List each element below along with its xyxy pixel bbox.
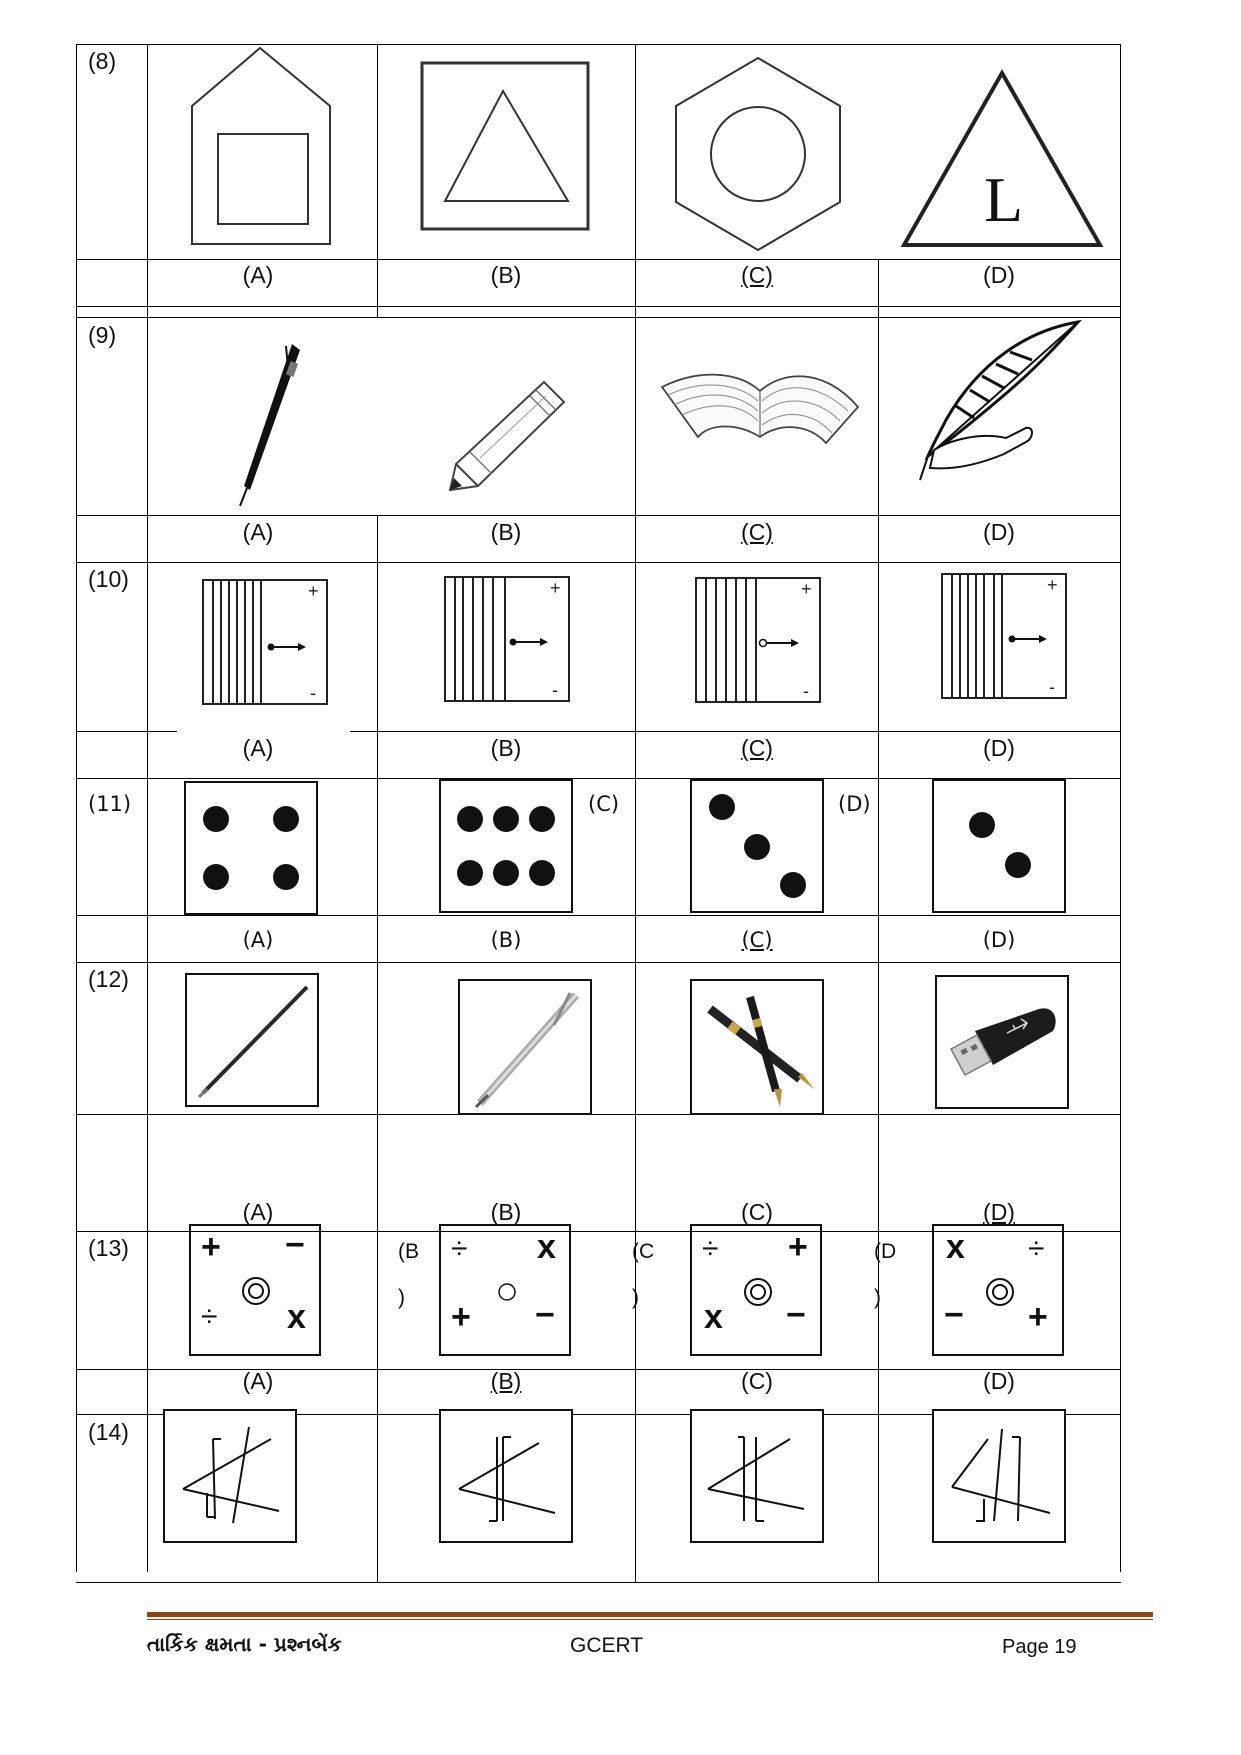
divide-icon: ÷ bbox=[702, 1232, 719, 1265]
multiply-icon: x bbox=[946, 1228, 965, 1266]
q13-side-label-b-open: (B bbox=[398, 1240, 419, 1263]
q13-option-a: (A) bbox=[242, 1368, 274, 1394]
q10-option-d: (D) bbox=[983, 735, 1015, 761]
q9-option-b: (B) bbox=[490, 519, 522, 545]
footer-rule-thick bbox=[147, 1612, 1153, 1617]
q10-option-c: (C) bbox=[741, 735, 773, 761]
divide-icon: ÷ bbox=[451, 1232, 468, 1265]
q9-option-a: (A) bbox=[242, 519, 274, 545]
q13-box-a bbox=[189, 1224, 321, 1356]
double-circle-icon bbox=[241, 1276, 271, 1306]
pencil-icon bbox=[440, 378, 570, 493]
q13-option-b: (B) bbox=[490, 1368, 522, 1394]
q8-triangle-letter: L bbox=[984, 164, 1024, 235]
q10-b-plus: + bbox=[550, 578, 561, 598]
q13-side-label-c-close: ) bbox=[632, 1286, 639, 1309]
q8-figure-hexagon-circle bbox=[674, 56, 844, 251]
q8-option-a: (A) bbox=[242, 262, 274, 288]
q10-a-plus: + bbox=[308, 581, 319, 601]
q13-option-d: (D) bbox=[983, 1368, 1015, 1394]
q10-figure-d bbox=[941, 573, 1067, 699]
q13-box-d bbox=[932, 1224, 1064, 1356]
q11-option-b: (B) bbox=[490, 928, 522, 952]
q10-figure-c bbox=[695, 577, 821, 703]
q12-option-c: (C) bbox=[741, 1199, 773, 1225]
q13-side-label-b-close: ) bbox=[398, 1286, 405, 1309]
q8-option-d: (D) bbox=[983, 262, 1015, 288]
q8-figure-square-triangle bbox=[420, 61, 590, 231]
q9-option-d: (D) bbox=[983, 519, 1015, 545]
fountain-pens-photo-icon bbox=[690, 979, 824, 1115]
dice-four-icon bbox=[184, 781, 318, 915]
quill-hand-icon bbox=[910, 320, 1080, 490]
q10-c-plus: + bbox=[801, 579, 812, 599]
q10-a-minus: - bbox=[310, 683, 316, 703]
q10-c-minus: - bbox=[803, 681, 809, 701]
q12-option-a: (A) bbox=[242, 1199, 274, 1225]
q10-d-minus: - bbox=[1049, 677, 1055, 697]
divide-icon: ÷ bbox=[201, 1300, 218, 1333]
footer-book-title: તાર્કિક ક્ષમતા - પ્રશ્નબેંક bbox=[147, 1632, 342, 1656]
q8-figure-triangle-letter bbox=[902, 71, 1102, 249]
q9-option-c: (C) bbox=[741, 519, 773, 545]
q11-side-label-d: (D) bbox=[838, 792, 871, 816]
dice-two-icon bbox=[932, 779, 1066, 913]
q10-figure-b bbox=[444, 576, 570, 702]
q10-d-plus: + bbox=[1047, 575, 1058, 595]
q11-side-label-c: (C) bbox=[588, 792, 620, 816]
q11-option-c: (C) bbox=[741, 928, 773, 952]
q10-figure-a bbox=[202, 579, 328, 705]
plus-icon: + bbox=[451, 1298, 471, 1336]
double-circle-icon bbox=[985, 1277, 1015, 1307]
question-number-12: (12) bbox=[88, 966, 129, 992]
pen-icon bbox=[230, 340, 310, 510]
q11-option-d: (D) bbox=[982, 928, 1016, 952]
usb-drive-photo-icon bbox=[935, 975, 1069, 1109]
footer-publisher: GCERT bbox=[570, 1634, 644, 1657]
q11-option-a: (A) bbox=[242, 928, 274, 952]
footer-rule-thin bbox=[147, 1619, 1153, 1620]
plus-icon: + bbox=[1028, 1298, 1048, 1336]
dice-three-icon bbox=[690, 779, 824, 913]
q10-b-minus: - bbox=[552, 680, 558, 700]
q8-figure-house-square bbox=[190, 46, 335, 246]
q13-side-label-d-close: ) bbox=[874, 1286, 881, 1309]
q8-option-b: (B) bbox=[490, 262, 522, 288]
q10-option-b: (B) bbox=[490, 735, 522, 761]
q13-box-c bbox=[690, 1224, 822, 1356]
minus-icon: − bbox=[944, 1296, 964, 1334]
pencil-photo-icon bbox=[185, 973, 319, 1107]
question-number-14: (14) bbox=[88, 1419, 129, 1445]
q10-option-a: (A) bbox=[242, 735, 274, 761]
question-number-11: (11) bbox=[88, 792, 132, 816]
q12-option-b: (B) bbox=[490, 1199, 522, 1225]
multiply-icon: x bbox=[537, 1228, 556, 1266]
divide-icon: ÷ bbox=[1028, 1232, 1045, 1265]
q14-figure-c bbox=[690, 1409, 824, 1543]
question-number-9: (9) bbox=[88, 322, 117, 348]
minus-icon: − bbox=[786, 1296, 806, 1334]
q13-option-c: (C) bbox=[741, 1368, 773, 1394]
q13-side-label-c-open: (C bbox=[632, 1240, 655, 1263]
minus-icon: − bbox=[535, 1296, 555, 1334]
plus-icon: + bbox=[788, 1228, 808, 1266]
multiply-icon: x bbox=[704, 1298, 723, 1336]
q13-side-label-d-open: (D bbox=[874, 1240, 897, 1263]
question-number-10: (10) bbox=[88, 566, 129, 592]
q8-option-c: (C) bbox=[741, 262, 773, 288]
double-circle-icon bbox=[743, 1277, 773, 1307]
question-number-8: (8) bbox=[88, 48, 117, 74]
ballpoint-pen-photo-icon bbox=[458, 979, 592, 1115]
q14-figure-b bbox=[439, 1409, 573, 1543]
footer-page-number: Page 19 bbox=[1002, 1636, 1077, 1658]
plus-icon: + bbox=[201, 1228, 221, 1266]
minus-icon: − bbox=[285, 1226, 305, 1264]
q14-figure-d bbox=[932, 1409, 1066, 1543]
single-circle-icon bbox=[497, 1282, 517, 1302]
question-number-13: (13) bbox=[88, 1235, 129, 1261]
multiply-icon: x bbox=[287, 1298, 306, 1336]
q12-option-d: (D) bbox=[983, 1199, 1015, 1225]
q13-box-b bbox=[439, 1224, 571, 1356]
dice-six-icon bbox=[439, 779, 573, 913]
open-book-icon bbox=[658, 357, 863, 447]
q14-figure-a bbox=[163, 1409, 297, 1543]
